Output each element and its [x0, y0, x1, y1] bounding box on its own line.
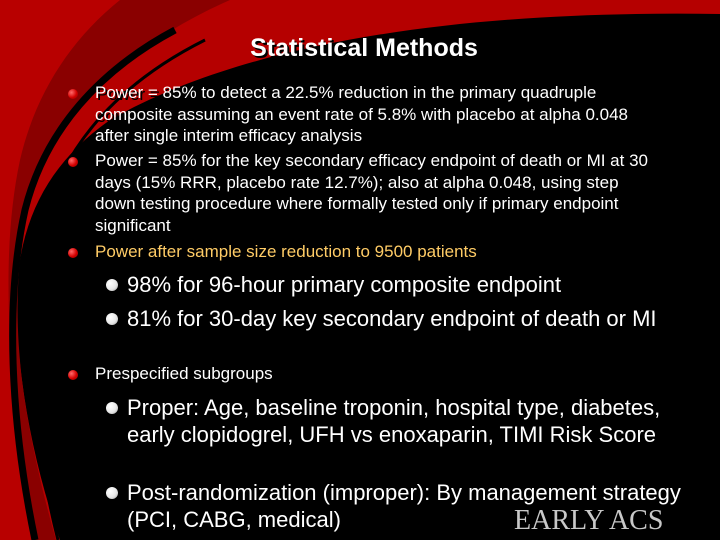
sub-bullet-dot-icon	[106, 487, 118, 499]
bullet-4: Prespecified subgroups	[95, 364, 273, 383]
bullet-dot-icon	[68, 157, 78, 167]
sub-bullet-3: Proper: Age, baseline troponin, hospital type, diabetes, early clopidogrel, UFH vs enoxaparin, TIMI Risk Score	[127, 395, 661, 447]
bullet-dot-icon	[68, 248, 78, 258]
bullet-3-highlight: Power after sample size reduction to 9500 patients	[95, 242, 477, 261]
sub-bullet-4: Post-randomization (improper): By management strategy (PCI, CABG, medical)	[127, 480, 681, 532]
early-acs-logo: EARLY ACS	[514, 505, 664, 536]
sub-bullet-dot-icon	[106, 402, 118, 414]
sub-bullet-dot-icon	[106, 313, 118, 325]
bullet-2: Power = 85% for the key secondary efficacy endpoint of death or MI at 30 days (15% RRR, placebo rate 12.7%); also at alpha 0.048, using step down testing procedure where formally tested only if primary endpoint significant	[95, 151, 648, 235]
sub-bullet-1: 98% for 96-hour primary composite endpoint	[127, 272, 562, 297]
bullet-dot-icon	[68, 370, 78, 380]
sub-bullet-2: 81% for 30-day key secondary endpoint of death or MI	[127, 306, 657, 331]
bullet-dot-icon	[68, 89, 78, 99]
sub-bullet-dot-icon	[106, 279, 118, 291]
bullet-1: Power = 85% to detect a 22.5% reduction in the primary quadruple composite assuming an event rate of 5.8% with placebo at alpha 0.048 after single interim efficacy analysis	[95, 83, 629, 145]
slide-title: Statistical Methods	[250, 34, 478, 62]
